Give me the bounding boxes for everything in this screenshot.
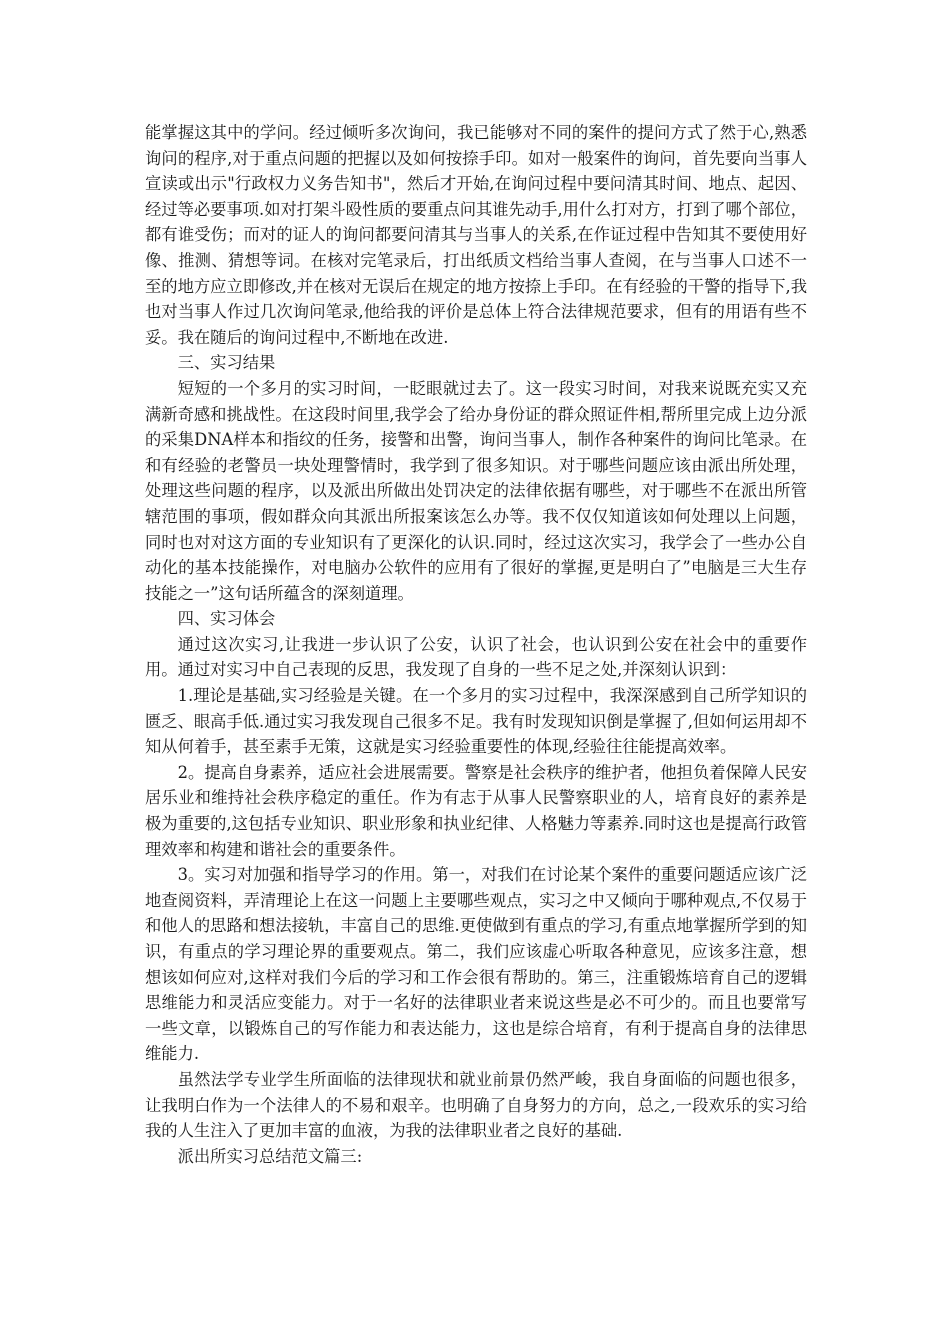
paragraph-experience-intro: 通过这次实习,让我进一步认识了公安，认识了社会，也认识到公安在社会中的重要作用。通过对实习中自己表现的反思，我发现了自身的一些不足之处,并深刻认识到：: [145, 634, 807, 680]
paragraph-interrogation: 能掌握这其中的学问。经过倾听多次询问，我已能够对不同的案件的提问方式了然于心,熟悉询问的程序,对于重点问题的把握以及如何按捺手印。如对一般案件的询问，首先要向当事人宣读或出示"行政权力义务告知书"，然后才开始,在询问过程中要问清其时间、地点、起因、经过等必要事项.如对打架斗殴性质的要重点问其谁先动手,用什么打对方，打到了哪个部位，都有谁受伤；而对的证人的询问都要问清其与当事人的关系,在作证过程中告知其不要使用好像、推测、猜想等词。在核对完笔录后，打出纸质文档给当事人查阅，在与当事人口述不一至的地方应立即修改,并在核对无误后在规定的地方按捺上手印。在有经验的干警的指导下,我也对当事人作过几次询问笔录,他给我的评价是总体上符合法律规范要求，但有的用语有些不妥。我在随后的询问过程中,不断地在改进.: [145, 123, 807, 347]
paragraph-point-1: 1.理论是基础,实习经验是关键。在一个多月的实习过程中，我深深感到自己所学知识的匮乏、眼高手低.通过实习我发现自己很多不足。我有时发现知识倒是掌握了,但如何运用却不知从何着手，甚至素手无策，这就是实习经验重要性的体现,经验往往能提高效率。: [145, 686, 807, 757]
document-page: [145, 120, 807, 1169]
paragraph-point-2: 2。提高自身素养，适应社会进展需要。警察是社会秩序的维护者，他担负着保障人民安居乐业和维持社会秩序稳定的重任。作为有志于从事人民警察职业的人，培育良好的素养是极为重要的,这包括专业知识、职业形象和执业纪律、人格魅力等素养.同时这也是提高行政管理效率和构建和谐社会的重要条件。: [145, 762, 807, 859]
paragraph-conclusion: 虽然法学专业学生所面临的法律现状和就业前景仍然严峻，我自身面临的问题也很多，让我明白作为一个法律人的不易和艰辛。也明确了自身努力的方向，总之,一段欢乐的实习给我的人生注入了更加丰富的血液，为我的法律职业者之良好的基础.: [145, 1069, 807, 1141]
paragraph-point-3: 3。实习对加强和指导学习的作用。第一，对我们在讨论某个案件的重要问题适应该广泛地查阅资料，弄清理论上在这一问题上主要哪些观点，实习之中又倾向于哪种观点,不仅易于和他人的思路和想法接轨，丰富自己的思维.更使做到有重点的学习,有重点地掌握所学到的知识，有重点的学习理论界的重要观点。第二，我们应该虚心听取各种意见，应该多注意，想想该如何应对,这样对我们今后的学习和工作会很有帮助的。第三，注重锻炼培育自己的逻辑思维能力和灵活应变能力。对于一名好的法律职业者来说这些是必不可少的。而且也要常写一些文章，以锻炼自己的写作能力和表达能力，这也是综合培育，有利于提高自身的法律思维能力.: [145, 865, 807, 1064]
section-heading-next-article: 派出所实习总结范文篇三:: [177, 1146, 363, 1166]
paragraph-results: 短短的一个多月的实习时间，一眨眼就过去了。这一段实习时间，对我来说既充实又充满新奇感和挑战性。在这段时间里,我学会了给办身份证的群众照证件相,帮所里完成上边分派的采集DNA样本和指纹的任务，接警和出警，询问当事人，制作各种案件的询问比笔录。在和有经验的老警员一块处理警情时，我学到了很多知识。对于哪些问题应该由派出所处理，处理这些问题的程序，以及派出所做出处罚决定的法律依据有哪些，对于哪些不在派出所管辖范围的事项，假如群众向其派出所报案该怎么办等。我不仅仅知道该如何处理以上问题，同时也对对这方面的专业知识有了更深化的认识.同时，经过这次实习，我学会了一些办公自动化的基本技能操作，对电脑办公软件的应用有了很好的掌握,更是明白了”电脑是三大生存技能之一”这句话所蕴含的深刻道理。: [145, 378, 807, 603]
section-heading-experience: 四、实习体会: [177, 609, 276, 629]
section-heading-results: 三、实习结果: [177, 353, 276, 373]
